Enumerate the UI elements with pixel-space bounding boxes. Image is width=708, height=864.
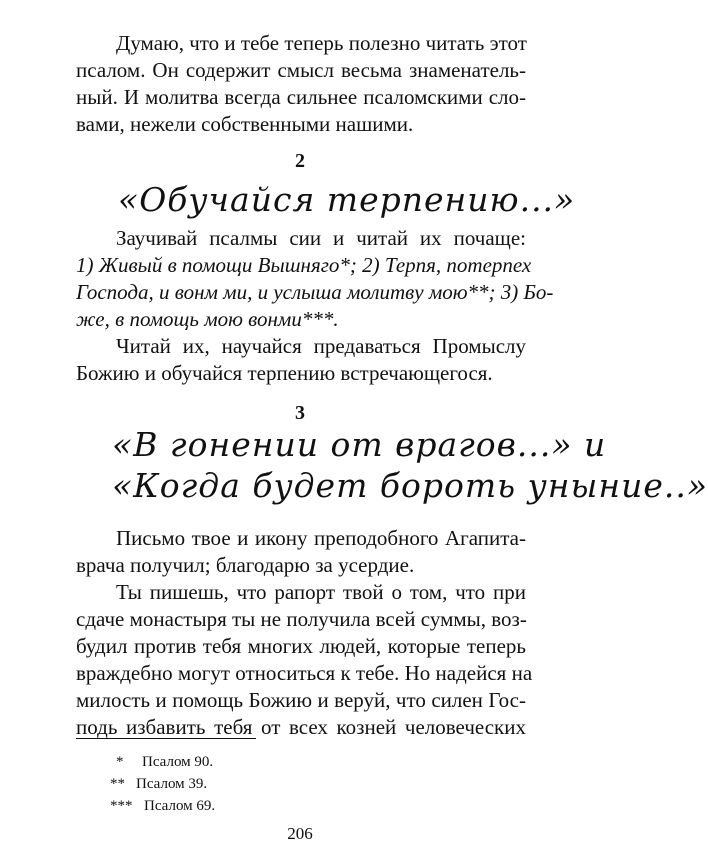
section-number: 2 <box>295 150 305 172</box>
footnote-text: Псалом 90. <box>142 754 214 770</box>
section-title: «В гонении от врагов...» и <box>112 425 607 464</box>
footnote-text: Псалом 39. <box>136 776 208 792</box>
paragraph-line: сдаче монастыря ты не получила всей суммы, воз- <box>76 607 527 631</box>
paragraph-line: Читай их, научайся предаваться Промыслу <box>116 334 526 358</box>
intro-line: вами, нежели собственными нашими. <box>76 112 414 136</box>
footnote-mark: *** <box>110 798 133 814</box>
footnote-divider <box>76 738 256 739</box>
footnote <box>116 753 213 771</box>
paragraph-line: же, в помощь мою вонми***. <box>76 307 339 331</box>
paragraph-line: подь избавить тебя от всех козней человеческих <box>76 715 526 739</box>
paragraph-line: Заучивай псалмы сии и читай их почаще: <box>116 226 526 250</box>
footnote-mark: * <box>116 754 124 770</box>
intro-line: Думаю, что и тебе теперь полезно читать этот <box>116 31 527 55</box>
footnote-text: Псалом 69. <box>144 798 216 814</box>
page-number: 206 <box>287 824 313 843</box>
footnote-mark: ** <box>110 776 125 792</box>
paragraph-line: врача получил; благодарю за усердие. <box>76 553 415 577</box>
section-title: «Обучайся терпению...» <box>118 180 576 219</box>
paragraph-line: Ты пишешь, что рапорт твой о том, что при <box>116 580 526 604</box>
paragraph-line: 1) Живый в помощи Вышняго*; 2) Терпя, потерпех <box>76 253 532 277</box>
section-title: «Когда будет бороть уныние..» <box>112 466 708 505</box>
paragraph-line: будил против тебя многих людей, которые теперь <box>76 634 526 658</box>
intro-line: псалом. Он содержит смысл весьма знаменатель- <box>76 58 526 82</box>
footnote <box>110 775 207 793</box>
footnote <box>110 797 215 815</box>
paragraph-line: Божию и обучайся терпению встречающегося. <box>76 361 493 385</box>
paragraph-line: Письмо твое и икону преподобного Агапита- <box>116 526 526 550</box>
intro-line: ный. И молитва всегда сильнее псаломскими сло- <box>76 85 526 109</box>
paragraph-line: милость и помощь Божию и веруй, что силен Гос- <box>76 688 526 712</box>
paragraph-line: враждебно могут относиться к тебе. Но надейся на <box>76 661 533 685</box>
section-number: 3 <box>295 402 305 424</box>
paragraph-line: Господа, и вонм ми, и услыша молитву мою**; 3) Бо- <box>76 280 554 304</box>
